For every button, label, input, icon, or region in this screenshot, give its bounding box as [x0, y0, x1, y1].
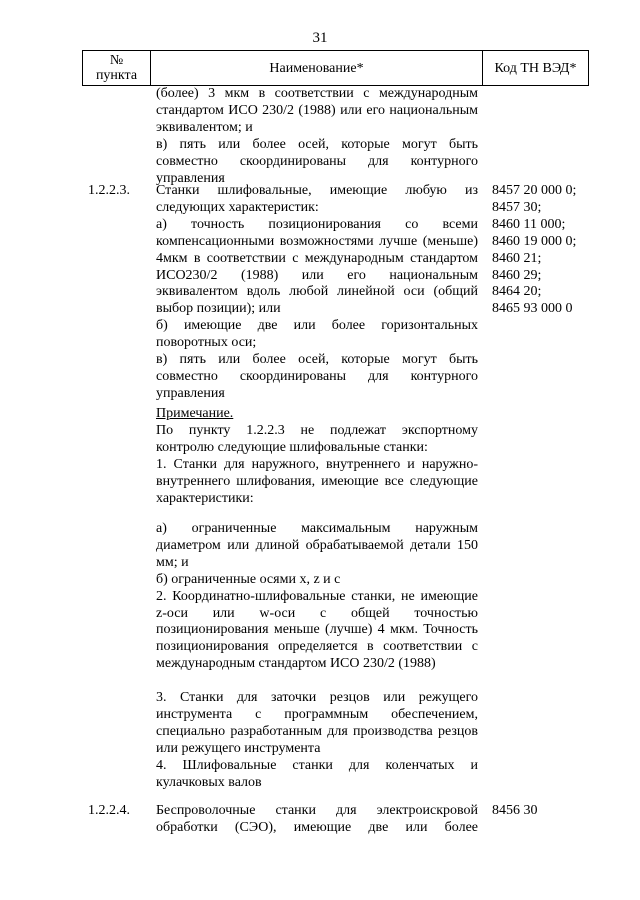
- text-line: контролю следующие шлифовальные станки:: [156, 439, 428, 455]
- item-number: 1.2.2.4.: [88, 803, 130, 818]
- text-line: выбор позиции); или: [156, 301, 281, 317]
- text-line: а) ограниченные максимальным наружным: [156, 521, 478, 536]
- code-line: 8465 93 000 0: [492, 301, 573, 317]
- text-line: компенсационными возможностями лучше (меньше): [156, 233, 478, 249]
- text-line: z-оси или w-оси с общей точностью: [156, 605, 478, 621]
- text-line: поворотных оси;: [156, 335, 257, 351]
- continuation-block: [156, 86, 478, 187]
- text-line: позиционирования меньше (лучше) 4 мкм. Точность: [156, 622, 478, 638]
- text-line: 4. Шлифовальные станки для коленчатых и: [156, 757, 478, 773]
- table-header: [82, 50, 589, 86]
- text-line: диаметром или длиной обрабатываемой детали 150: [156, 537, 478, 553]
- text-line: а) точность позиционирования со всеми: [156, 216, 478, 232]
- text-line: эквивалентом; и: [156, 119, 253, 135]
- text-line: Беспроволочные станки для электроискровой: [156, 803, 478, 818]
- code-line: 8460 21;: [492, 250, 542, 266]
- text-line: б) имеющие две или более горизонтальных: [156, 318, 478, 334]
- text-line: или режущего инструмента: [156, 740, 321, 756]
- code-line: 8457 20 000 0;: [492, 183, 577, 198]
- code-line: 8460 11 000;: [492, 216, 566, 232]
- text-line: специально разработанным для производства резцов: [156, 723, 478, 739]
- note-block-3: [156, 690, 478, 791]
- header-code-cell: Код ТН ВЭД*: [483, 51, 589, 86]
- header-number-label: пункта: [95, 68, 138, 83]
- page-number: 31: [312, 30, 328, 46]
- text-line: совместно скоординированы для контурного: [156, 153, 478, 169]
- text-line: Станки шлифовальные, имеющие любую из: [156, 183, 478, 198]
- text-line: инструмента с программным обеспечением,: [156, 706, 478, 722]
- text-line: б) ограниченные осями x, z и c: [156, 571, 341, 587]
- header-number-symbol: №: [109, 53, 124, 68]
- item-code: 8456 30: [492, 803, 538, 818]
- code-line: 8464 20;: [492, 284, 542, 300]
- item-codes: [492, 183, 576, 318]
- text-line: характеристики:: [156, 490, 254, 506]
- item-description: [156, 803, 478, 837]
- text-line: обработки (СЭО), имеющие две или более: [156, 819, 478, 835]
- code-line: 8460 19 000 0;: [492, 233, 577, 249]
- text-line: эквивалентом вдоль любой линейной оси (общий: [156, 284, 478, 300]
- text-line: позиционирования определяется в соответствии с: [156, 639, 478, 655]
- text-line: управления: [156, 385, 225, 401]
- text-line: в) пять или более осей, которые могут быть: [156, 352, 478, 368]
- text-line: 2. Координатно-шлифовальные станки, не имеющие: [156, 588, 478, 604]
- text-line: международным стандартом ИСО 230/2 (1988): [156, 656, 436, 672]
- text-line: внутреннего шлифования, имеющие все следующие: [156, 473, 478, 489]
- text-line: 1. Станки для наружного, внутреннего и наружно-: [156, 456, 478, 472]
- note-title: Примечание.: [156, 406, 234, 421]
- note-block-2: [156, 521, 478, 673]
- code-line: 8460 29;: [492, 267, 542, 283]
- text-line: в) пять или более осей, которые могут быть: [156, 136, 478, 152]
- text-line: ИСО230/2 (1988) или его национальным: [156, 267, 478, 283]
- text-line: 4мкм в соответствии с международным стандартом: [156, 250, 478, 266]
- header-name-cell: Наименование*: [151, 51, 483, 86]
- item-description: [156, 183, 478, 403]
- note-block: [156, 406, 478, 507]
- text-line: стандартом ИСО 230/2 (1988) или его национальным: [156, 102, 478, 118]
- text-line: кулачковых валов: [156, 774, 262, 790]
- text-line: управления: [156, 170, 225, 186]
- text-line: 3. Станки для заточки резцов или режущего: [156, 690, 478, 705]
- item-number: 1.2.2.3.: [88, 183, 130, 198]
- text-line: следующих характеристик:: [156, 199, 319, 215]
- header-number-cell: [83, 51, 151, 86]
- text-line: мм; и: [156, 554, 189, 570]
- code-line: 8457 30;: [492, 199, 542, 215]
- text-line: По пункту 1.2.2.3 не подлежат экспортному: [156, 422, 478, 438]
- text-line: совместно скоординированы для контурного: [156, 368, 478, 384]
- text-line: (более) 3 мкм в соответствии с международным: [156, 86, 478, 101]
